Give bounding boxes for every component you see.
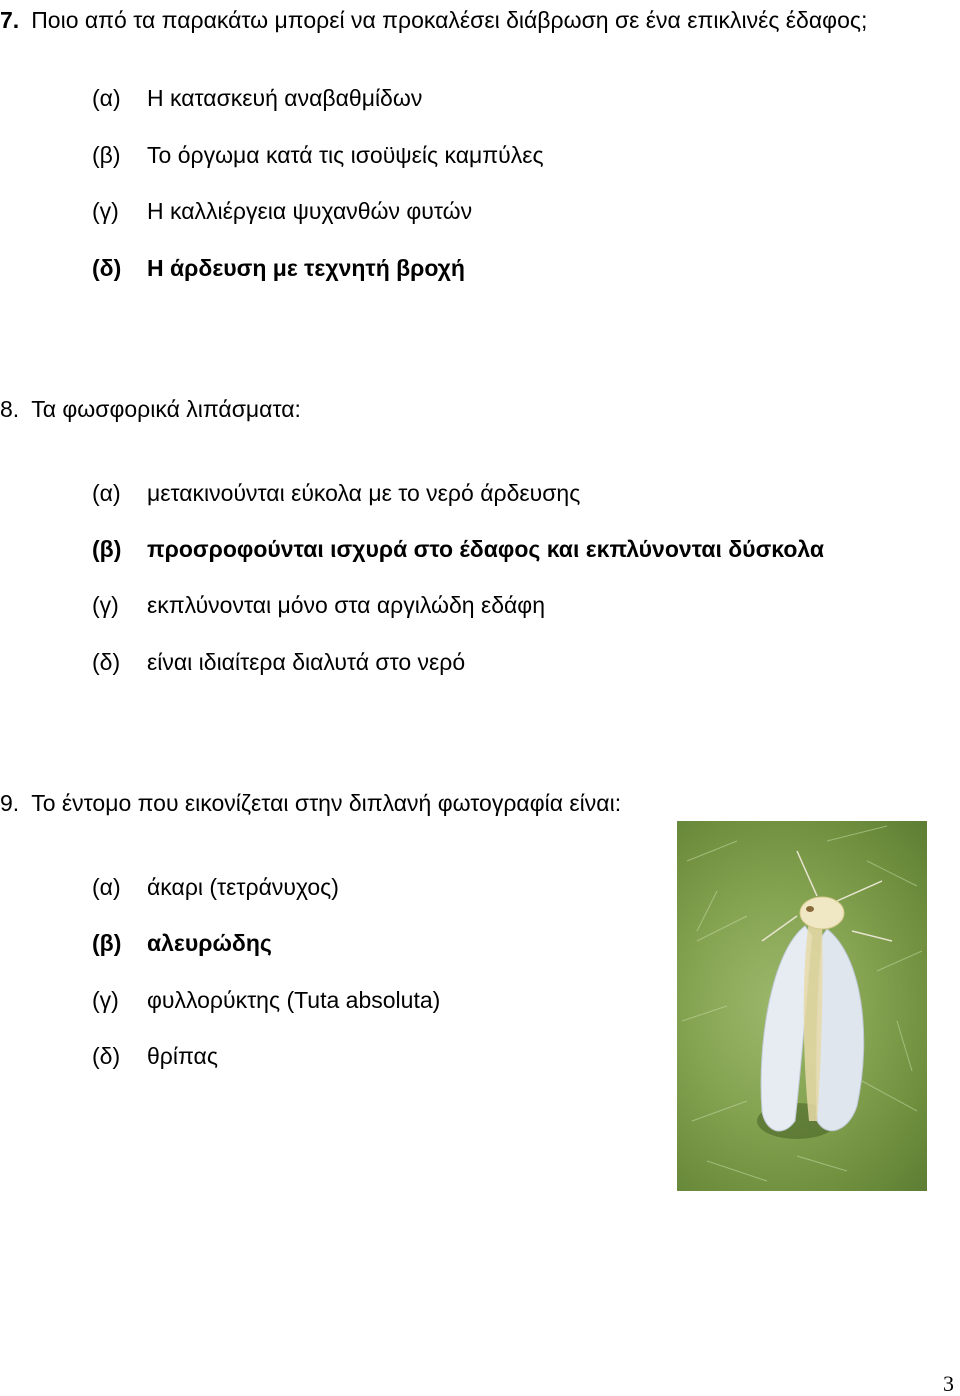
- whitefly-illustration: [677, 821, 927, 1191]
- option-label: (γ): [92, 987, 119, 1013]
- option-label: (δ): [92, 1043, 121, 1069]
- question-8-number: 8.: [0, 396, 20, 422]
- question-7-heading: [0, 6, 867, 34]
- option-label: (δ): [92, 649, 121, 675]
- option-text: Η άρδευση με τεχνητή βροχή: [147, 255, 465, 281]
- option-text: αλευρώδης: [147, 930, 272, 956]
- whitefly-photo: [677, 821, 927, 1191]
- option-label: (α): [92, 874, 121, 900]
- option-text: Το όργωμα κατά τις ισοϋψείς καμπύλες: [147, 142, 544, 168]
- question-7-number: 7.: [0, 7, 20, 33]
- option-text: άκαρι (τετράνυχος): [147, 874, 339, 900]
- question-9-number: 9.: [0, 790, 20, 816]
- option-label: (β): [92, 930, 122, 956]
- question-9-heading: [0, 789, 621, 817]
- option-text: Η κατασκευή αναβαθμίδων: [147, 85, 423, 111]
- option-label: (β): [92, 142, 121, 168]
- option-text: θρίπας: [147, 1043, 218, 1069]
- question-7-text: Ποιο από τα παρακάτω μπορεί να προκαλέσει διάβρωση σε ένα επικλινές έδαφος;: [31, 7, 868, 33]
- option-label: (α): [92, 85, 121, 111]
- question-9-text: Το έντομο που εικονίζεται στην διπλανή φωτογραφία είναι:: [31, 790, 622, 816]
- option-label: (β): [92, 536, 122, 562]
- question-8-text: Τα φωσφορικά λιπάσματα:: [31, 396, 301, 422]
- option-text: προσροφούνται ισχυρά στο έδαφος και εκπλύνονται δύσκολα: [147, 536, 825, 562]
- option-label: (γ): [92, 198, 119, 224]
- option-label: (α): [92, 480, 121, 506]
- option-text: είναι ιδιαίτερα διαλυτά στο νερό: [147, 649, 466, 675]
- option-label: (γ): [92, 592, 119, 618]
- option-text: εκπλύνονται μόνο στα αργιλώδη εδάφη: [147, 592, 546, 618]
- question-8-heading: [0, 395, 301, 423]
- option-text: φυλλορύκτης (Tuta absoluta): [147, 987, 441, 1013]
- page-number: 3: [943, 1371, 954, 1396]
- option-label: (δ): [92, 255, 122, 281]
- option-text: Η καλλιέργεια ψυχανθών φυτών: [147, 198, 473, 224]
- option-text: μετακινούνται εύκολα με το νερό άρδευσης: [147, 480, 581, 506]
